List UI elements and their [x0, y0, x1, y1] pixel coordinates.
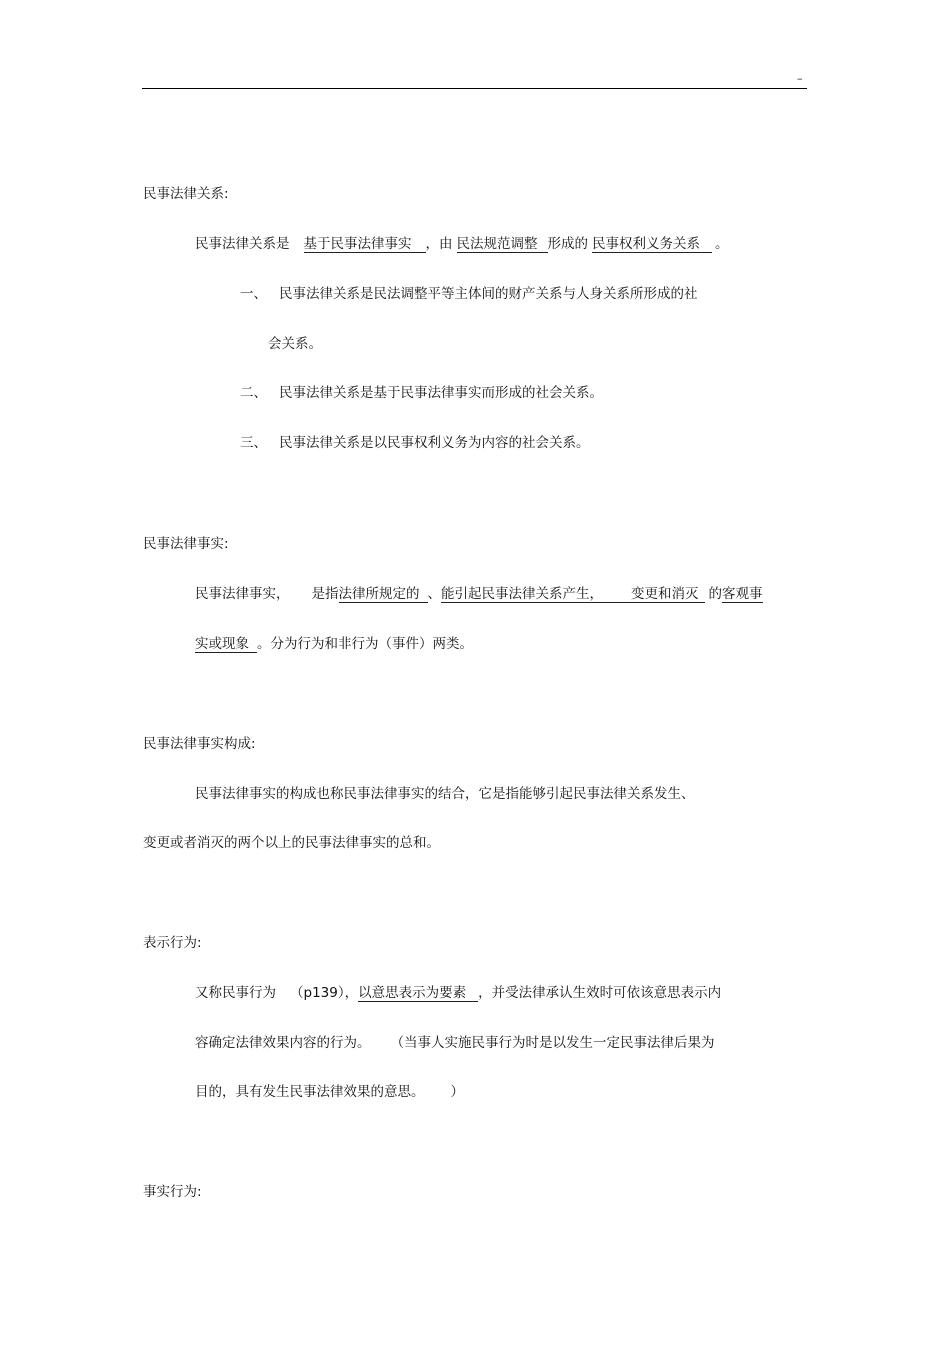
- list-item-number: 三、: [240, 435, 267, 451]
- text: ，由: [425, 236, 453, 252]
- text: 是指: [311, 586, 339, 602]
- section-heading-factual-act: 事实行为:: [143, 1184, 202, 1200]
- underlined-term: 法律所规定的: [339, 586, 428, 603]
- text: （当事人实施民事行为时是以发生一定民事法律后果为: [390, 1035, 715, 1051]
- section-heading-legal-fact: 民事法律事实:: [143, 536, 229, 552]
- list-item-text: 民事法律关系是以民事权利义务为内容的社会关系。: [279, 435, 590, 451]
- text: 形成的: [547, 236, 588, 252]
- header-rule: [142, 88, 807, 89]
- list-item-number: 二、: [240, 385, 267, 401]
- list-item-text: 民事法律关系是基于民事法律事实而形成的社会关系。: [279, 385, 603, 401]
- list-item-text: 民事法律关系是民法调整平等主体间的财产关系与人身关系所形成的社: [279, 286, 698, 302]
- legal-relation-definition: [195, 235, 729, 253]
- underlined-term: 基于民事法律事实: [304, 236, 426, 253]
- list-item-continuation: 会关系。: [268, 336, 322, 352]
- text: ，并受法律承认生效时可依该意思表示内: [478, 985, 722, 1001]
- expressive-act-line3: [195, 1083, 464, 1101]
- paragraph-line: 变更或者消灭的两个以上的民事法律事实的总和。: [143, 835, 440, 851]
- underlined-term: 客观事: [722, 586, 763, 602]
- expressive-act-line1: [195, 984, 721, 1002]
- text: 。分为行为和非行为（事件）两类。: [257, 636, 473, 652]
- text: 又称民事行为: [195, 985, 276, 1001]
- text: 容确定法律效果内容的行为。: [195, 1035, 371, 1051]
- expressive-act-line2: [195, 1034, 715, 1052]
- section-heading-expressive-act: 表示行为:: [143, 935, 202, 951]
- section-heading-legal-relation: 民事法律关系:: [143, 186, 229, 202]
- underlined-term: [441, 586, 705, 603]
- paragraph-line: 民事法律事实的构成也称民事法律事实的结合，它是指能够引起民事法律关系发生、: [195, 786, 695, 802]
- text: 。: [715, 236, 729, 252]
- text: （p139），: [290, 985, 359, 1001]
- underlined-term: 实或现象: [195, 636, 257, 653]
- text: 能引起民事法律关系产生，: [441, 586, 603, 602]
- text: 的: [708, 586, 722, 602]
- legal-fact-definition-line2: [195, 635, 473, 653]
- text: 民事法律事实，: [195, 586, 290, 602]
- legal-fact-definition-line1: [195, 585, 763, 603]
- header-mark: –: [797, 72, 803, 85]
- list-item-number: 一、: [240, 286, 267, 302]
- text: 、: [427, 586, 441, 602]
- underlined-term: 民事权利义务关系: [592, 236, 712, 253]
- text: 目的，具有发生民事法律效果的意思。: [195, 1084, 425, 1100]
- text: ）: [450, 1084, 464, 1100]
- underlined-term: 以意思表示为要素: [358, 985, 478, 1002]
- underlined-term: 民法规范调整: [457, 236, 548, 253]
- text: 变更和消灭: [631, 586, 699, 602]
- section-heading-fact-composition: 民事法律事实构成:: [143, 736, 256, 752]
- text: 民事法律关系是: [195, 236, 290, 252]
